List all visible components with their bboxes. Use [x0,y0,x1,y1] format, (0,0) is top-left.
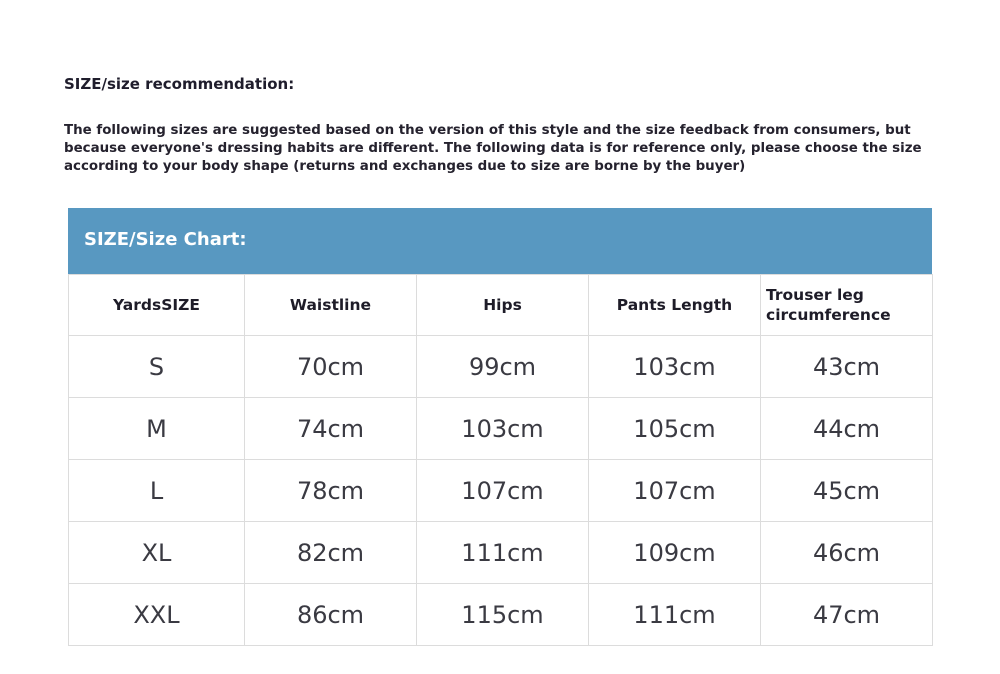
pants-length-cell: 103cm [589,336,761,398]
table-row [69,336,933,398]
waistline-cell: 86cm [245,584,417,646]
pants-length-cell: 105cm [589,398,761,460]
hips-cell: 115cm [417,584,589,646]
column-header-pants-length: Pants Length [589,275,761,336]
leg-circumference-cell: 47cm [761,584,933,646]
size-cell: XL [69,522,245,584]
leg-circumference-cell: 43cm [761,336,933,398]
size-chart [68,208,932,646]
size-cell: M [69,398,245,460]
leg-circumference-cell: 44cm [761,398,933,460]
pants-length-cell: 111cm [589,584,761,646]
size-cell: L [69,460,245,522]
recommendation-line: because everyone's dressing habits are different. The following data is for reference only, please choose the size [64,141,922,156]
recommendation-line: according to your body shape (returns and exchanges due to size are borne by the buyer) [64,159,746,174]
column-header-leg-circumference: Trouser leg circumference [761,275,933,336]
column-header-size: YardsSIZE [69,275,245,336]
size-cell: S [69,336,245,398]
recommendation-line: The following sizes are suggested based on the version of this style and the size feedback from consumers, but [64,123,911,138]
hips-cell: 107cm [417,460,589,522]
table-row [69,460,933,522]
leg-circumference-cell: 46cm [761,522,933,584]
waistline-cell: 82cm [245,522,417,584]
hips-cell: 99cm [417,336,589,398]
hips-cell: 111cm [417,522,589,584]
recommendation-text [64,122,934,176]
size-table [68,274,933,646]
column-header-waistline: Waistline [245,275,417,336]
waistline-cell: 70cm [245,336,417,398]
size-chart-header [68,208,932,274]
size-cell: XXL [69,584,245,646]
table-row [69,398,933,460]
table-header-row [69,275,933,336]
recommendation-title: SIZE/size recommendation: [64,75,295,93]
hips-cell: 103cm [417,398,589,460]
size-chart-title: SIZE/Size Chart: [84,229,247,250]
pants-length-cell: 107cm [589,460,761,522]
waistline-cell: 74cm [245,398,417,460]
pants-length-cell: 109cm [589,522,761,584]
table-row [69,522,933,584]
table-row [69,584,933,646]
leg-circumference-cell: 45cm [761,460,933,522]
waistline-cell: 78cm [245,460,417,522]
column-header-hips: Hips [417,275,589,336]
